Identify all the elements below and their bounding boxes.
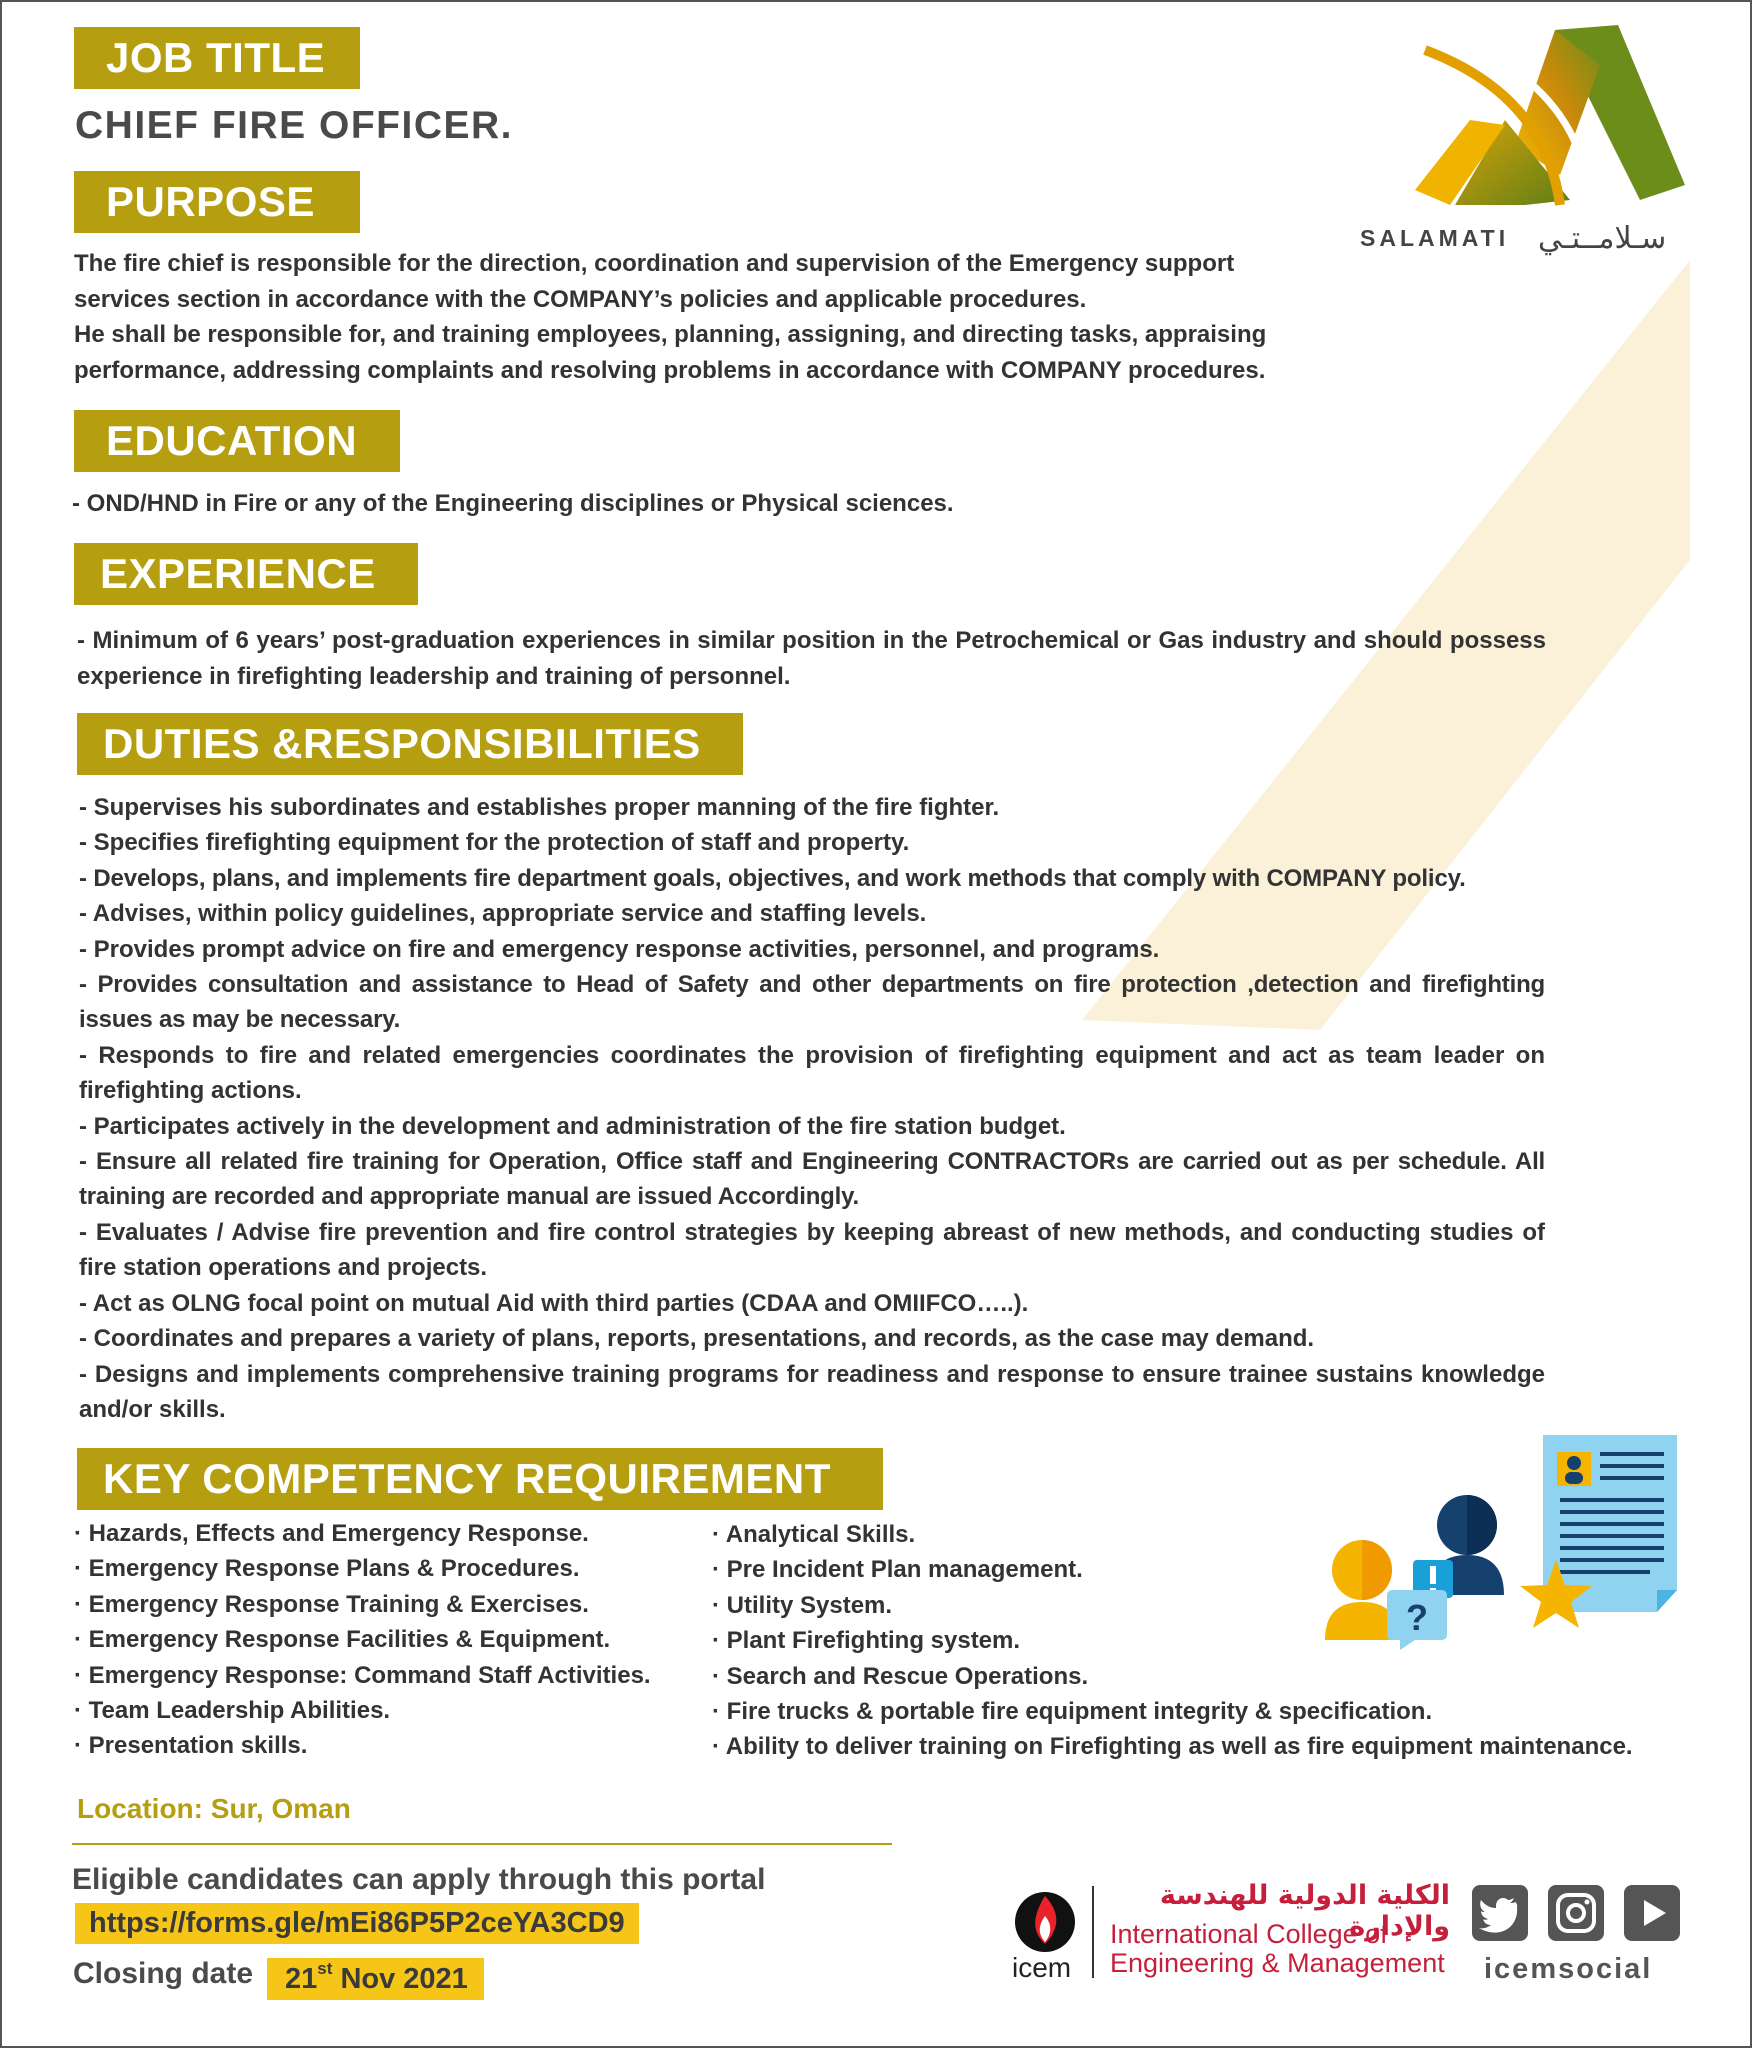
icem-name-line: International College of	[1110, 1919, 1388, 1949]
candidate-illustration	[1320, 1430, 1690, 1650]
duty-item: - Coordinates and prepares a variety of plans, reports, presentations, and records, as the case may demand.	[79, 1325, 1315, 1353]
competency-item: · Analytical Skills.	[712, 1521, 916, 1548]
duties-heading: DUTIES &RESPONSIBILITIES	[77, 713, 743, 775]
competency-item: · Ability to deliver training on Firefighting as well as fire equipment maintenance.	[712, 1733, 1633, 1761]
competency-item: · Presentation skills.	[74, 1732, 308, 1760]
duty-item: - Evaluates / Advise fire prevention and fire control strategies by keeping abreast of new methods, and conducting studies of fire station operations and projects.	[79, 1218, 1545, 1282]
icem-english-name	[1110, 1920, 1445, 1978]
duty-item: - Provides prompt advice on fire and emergency response activities, personnel, and programs.	[79, 935, 1160, 963]
footer-divider	[72, 1843, 892, 1845]
duty-item: - Act as OLNG focal point on mutual Aid with third parties (CDAA and OMIIFCO…..).	[79, 1289, 1029, 1317]
competency-left-list	[74, 1516, 714, 1764]
purpose-text	[74, 246, 1324, 388]
job-title-heading: JOB TITLE	[74, 27, 360, 89]
apply-link[interactable]: https://forms.gle/mEi86P5P2ceYA3CD9	[75, 1903, 639, 1944]
duty-item: - Designs and implements comprehensive training programs for readiness and response to ensure trainee sustains knowledge and/or skills.	[79, 1360, 1545, 1423]
competency-item: · Emergency Response: Command Staff Activities.	[74, 1661, 651, 1689]
icem-arabic-name: الكلية الدولية للهندسة والإدارة	[1159, 1880, 1450, 1942]
icem-flame-icon	[1010, 1886, 1080, 1956]
duty-item: - Provides consultation and assistance to Head of Safety and other departments on fire protection ,detection and firefighting issues as may be necessary.	[79, 971, 1545, 1034]
competency-item: · Utility System.	[712, 1591, 893, 1619]
duty-item: - Advises, within policy guidelines, appropriate service and staffing levels.	[79, 900, 927, 928]
closing-day-suffix: st	[317, 1959, 333, 1979]
salamati-name: SALAMATI	[1360, 225, 1510, 251]
job-title-value: CHIEF FIRE OFFICER.	[75, 104, 513, 147]
purpose-line: He shall be responsible for, and training employees, planning, assigning, and directing tasks, appraising	[74, 321, 1267, 348]
competency-heading: KEY COMPETENCY REQUIREMENT	[77, 1448, 883, 1510]
competency-item: · Plant Firefighting system.	[712, 1627, 1021, 1655]
competency-item: · Search and Rescue Operations.	[712, 1662, 1089, 1690]
duty-item: - Responds to fire and related emergencies coordinates the provision of firefighting equipment and act as team leader on firefighting actions.	[79, 1041, 1545, 1105]
social-links	[1468, 1885, 1688, 1995]
twitter-icon[interactable]	[1472, 1885, 1528, 1941]
duty-item: - Specifies firefighting equipment for the protection of staff and property.	[79, 829, 910, 857]
salamati-logo	[1355, 25, 1685, 285]
purpose-heading: PURPOSE	[74, 171, 360, 233]
icem-logo	[1010, 1880, 1450, 1990]
icem-name-line: Engineering & Management	[1110, 1948, 1445, 1978]
competency-item: · Fire trucks & portable fire equipment integrity & specification.	[712, 1698, 1433, 1726]
duty-item: - Develops, plans, and implements fire department goals, objectives, and work methods that comply with COMPANY policy.	[79, 864, 1466, 892]
experience-text	[77, 623, 1546, 694]
experience-line: - Minimum of 6 years’ post-graduation experiences in similar position in the Petrochemical or Gas industry and should possess experience in firefighting leadership and training of personnel.	[77, 627, 1546, 690]
competency-item: · Pre Incident Plan management.	[712, 1556, 1083, 1584]
apply-text: Eligible candidates can apply through this portal	[72, 1863, 766, 1896]
salamati-arabic: سـلامــتـي	[1538, 221, 1667, 256]
education-text: - OND/HND in Fire or any of the Engineering disciplines or Physical sciences.	[72, 490, 954, 517]
purpose-line: services section in accordance with the COMPANY’s policies and applicable procedures.	[74, 285, 1087, 313]
icem-divider	[1092, 1886, 1094, 1978]
competency-item: · Emergency Response Plans & Procedures.	[74, 1555, 580, 1583]
duty-item: - Supervises his subordinates and establishes proper manning of the fire fighter.	[79, 794, 1000, 821]
competency-item: · Emergency Response Facilities & Equipment.	[74, 1626, 611, 1654]
education-heading: EDUCATION	[74, 410, 400, 472]
instagram-icon[interactable]	[1548, 1885, 1604, 1941]
experience-heading: EXPERIENCE	[74, 543, 418, 605]
closing-date-label: Closing date	[73, 1957, 254, 1990]
duty-item: - Ensure all related fire training for Operation, Office staff and Engineering CONTRACTORs are carried out as per schedule. All training are recorded and appropriate manual are issued Accordingly.	[79, 1148, 1545, 1211]
duty-item: - Participates actively in the development and administration of the fire station budget.	[79, 1112, 1066, 1140]
icem-short-name: icem	[1012, 1952, 1072, 1983]
salamati-logo-icon	[1355, 25, 1685, 225]
location-text: Location: Sur, Oman	[77, 1793, 351, 1824]
closing-month-year: Nov 2021	[332, 1963, 468, 1995]
purpose-line: The fire chief is responsible for the direction, coordination and supervision of the Emergency support	[74, 250, 1235, 277]
competency-item: · Team Leadership Abilities.	[74, 1697, 391, 1725]
youtube-icon[interactable]	[1624, 1885, 1680, 1941]
svg-text:?: ?	[1406, 1597, 1428, 1638]
purpose-line: performance, addressing complaints and resolving problems in accordance with COMPANY procedures.	[74, 356, 1266, 384]
question-bubble-icon	[1387, 1590, 1447, 1650]
duties-list	[79, 790, 1545, 1427]
competency-item: · Hazards, Effects and Emergency Response.	[74, 1520, 589, 1547]
social-handle: icemsocial	[1484, 1953, 1653, 1985]
competency-item: · Emergency Response Training & Exercises.	[74, 1590, 589, 1618]
closing-day: 21	[285, 1963, 318, 1995]
closing-date-value	[267, 1958, 484, 2000]
